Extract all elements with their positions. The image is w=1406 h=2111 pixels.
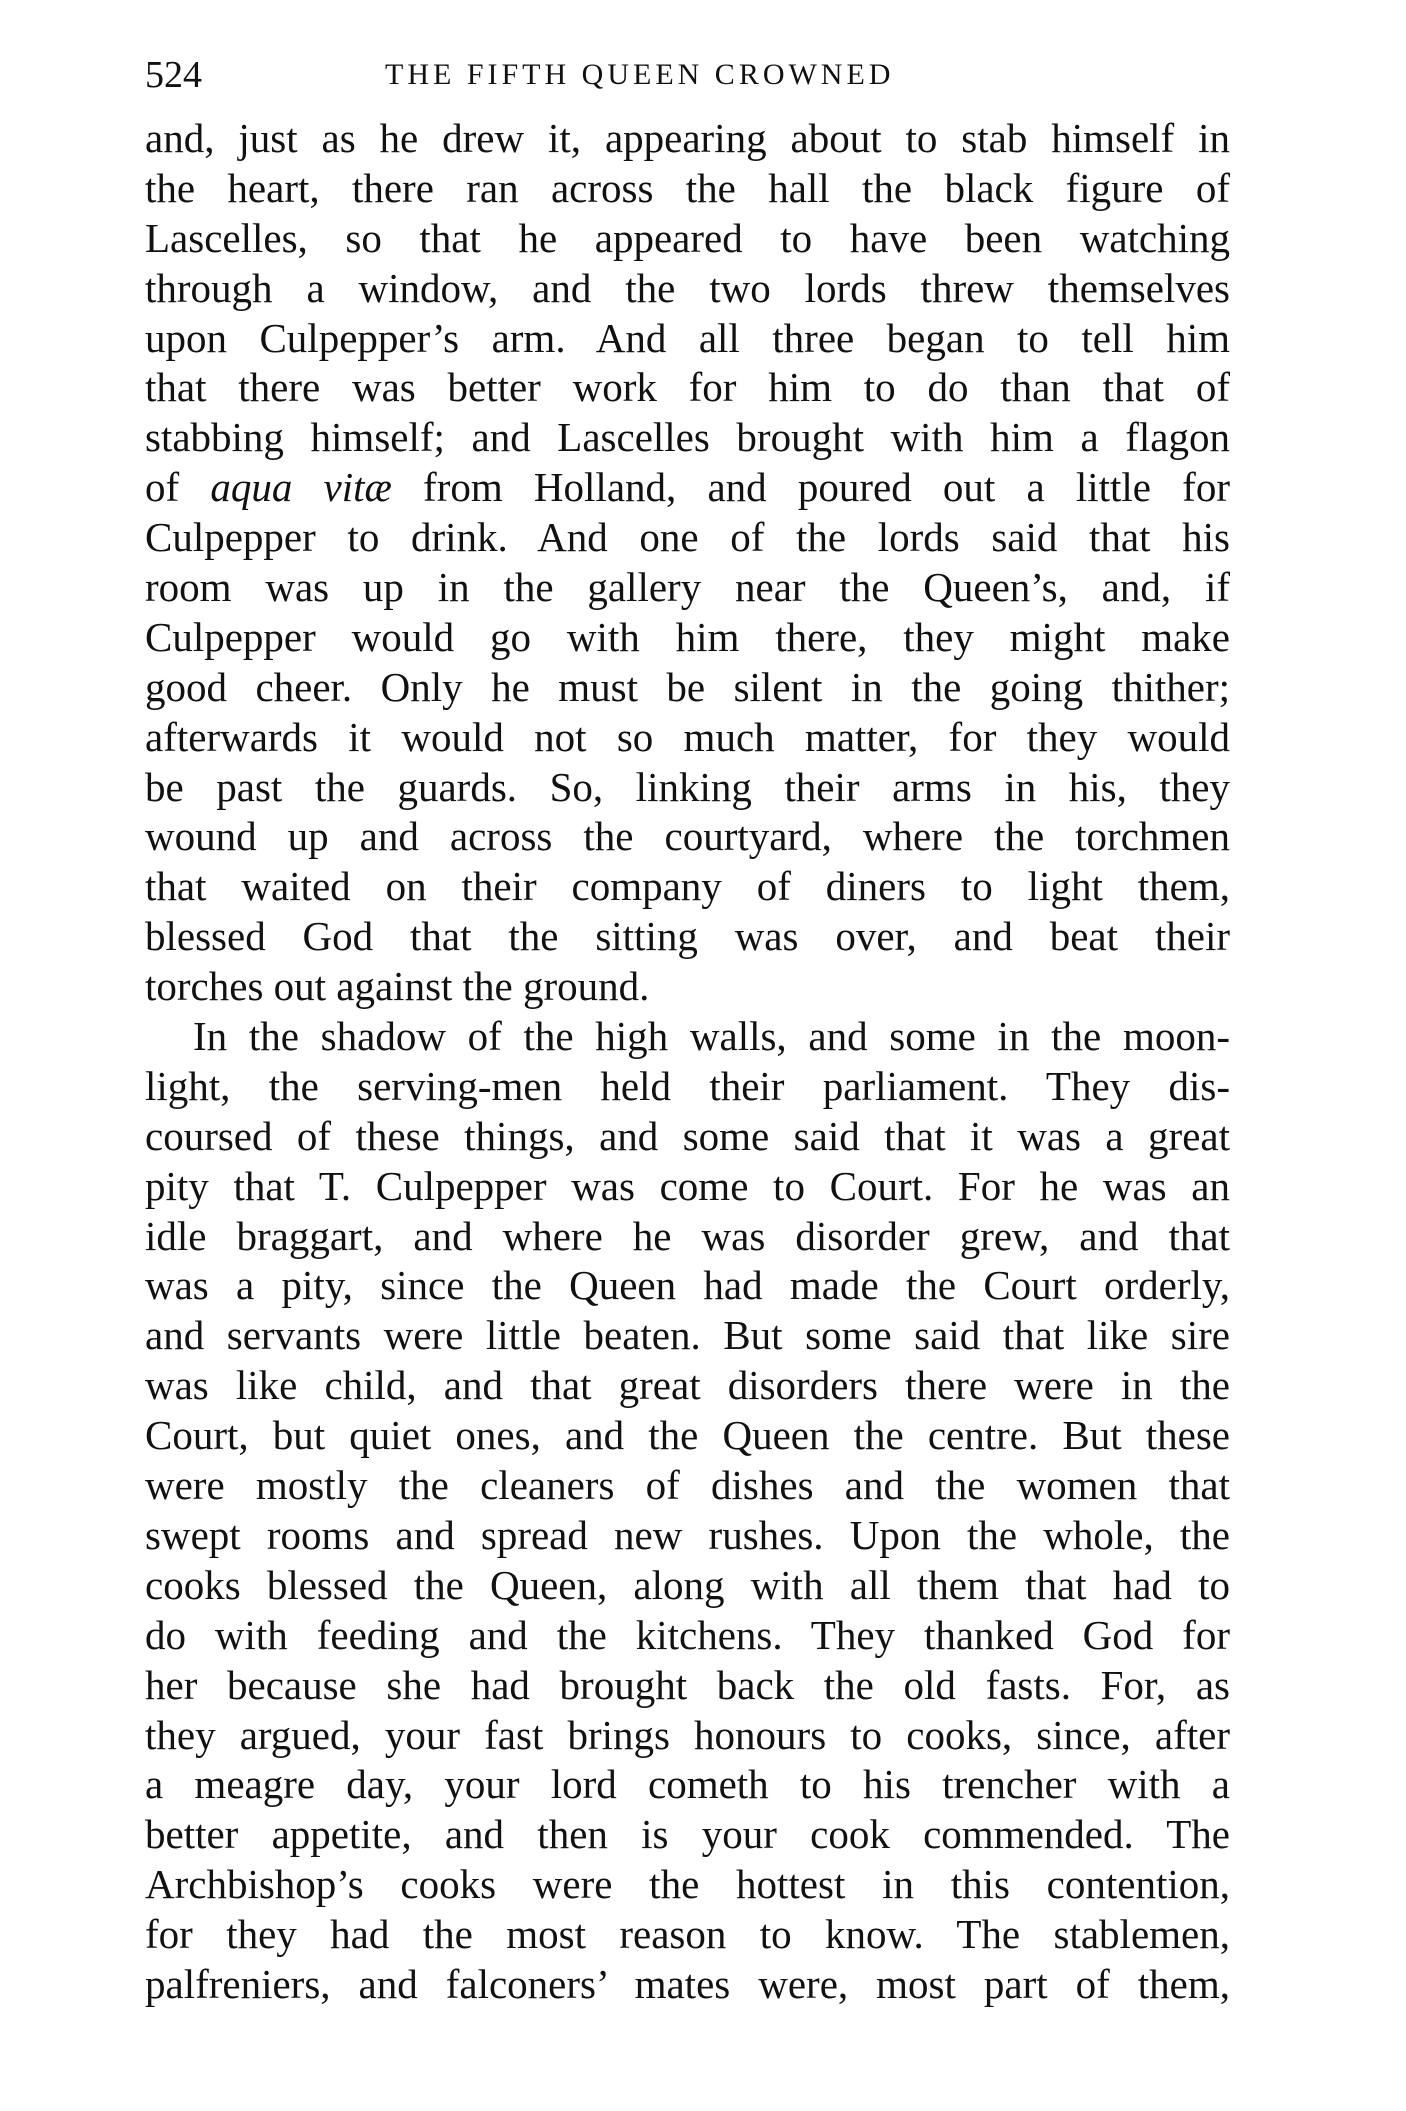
text-line: wound up and across the courtyard, where the torchmen bbox=[145, 813, 1230, 860]
text-line: Culpepper would go with him there, they might make bbox=[145, 613, 1230, 660]
text-line: light, the serving-men held their parliament. They dis- bbox=[145, 1062, 1230, 1109]
text-line: that waited on their company of diners to light them, bbox=[145, 863, 1230, 910]
latin-phrase: aqua vitæ bbox=[210, 464, 392, 511]
paragraph-1 bbox=[145, 114, 1230, 1012]
paragraph-2 bbox=[145, 1012, 1230, 2010]
book-page bbox=[145, 48, 1230, 2010]
text-line: In the shadow of the high walls, and some in the moon- bbox=[193, 1013, 1230, 1060]
text-line: for they had the most reason to know. The stablemen, bbox=[145, 1911, 1230, 1958]
running-title: THE FIFTH QUEEN CROWNED bbox=[385, 58, 895, 91]
text-line: Court, but quiet ones, and the Queen the centre. But these bbox=[145, 1412, 1230, 1459]
text-line: Archbishop’s cooks were the hottest in this contention, bbox=[145, 1861, 1230, 1908]
text-line: stabbing himself; and Lascelles brought with him a flagon bbox=[145, 414, 1230, 461]
text-line: was like child, and that great disorders there were in the bbox=[145, 1362, 1230, 1409]
text-line: her because she had brought back the old fasts. For, as bbox=[145, 1661, 1230, 1708]
page-number: 524 bbox=[145, 54, 202, 96]
line-text-after: from Holland, and poured out a little for bbox=[391, 464, 1230, 511]
text-line: swept rooms and spread new rushes. Upon the whole, the bbox=[145, 1511, 1230, 1558]
text-line: do with feeding and the kitchens. They thanked God for bbox=[145, 1611, 1230, 1658]
text-line bbox=[145, 463, 1230, 513]
text-line: coursed of these things, and some said that it was a great bbox=[145, 1112, 1230, 1159]
text-line: pity that T. Culpepper was come to Court. For he was an bbox=[145, 1162, 1230, 1209]
text-line: be past the guards. So, linking their arms in his, they bbox=[145, 763, 1230, 810]
text-line: cooks blessed the Queen, along with all them that had to bbox=[145, 1561, 1230, 1608]
text-line: better appetite, and then is your cook commended. The bbox=[145, 1811, 1230, 1858]
text-line: they argued, your fast brings honours to cooks, since, after bbox=[145, 1711, 1230, 1758]
text-line: Lascelles, so that he appeared to have been watching bbox=[145, 214, 1230, 261]
text-line: the heart, there ran across the hall the black figure of bbox=[145, 164, 1230, 211]
text-line: that there was better work for him to do than that of bbox=[145, 364, 1230, 411]
text-line: afterwards it would not so much matter, for they would bbox=[145, 713, 1230, 760]
text-line: was a pity, since the Queen had made the Court orderly, bbox=[145, 1262, 1230, 1309]
text-line: through a window, and the two lords threw themselves bbox=[145, 264, 1230, 311]
text-line: blessed God that the sitting was over, and beat their bbox=[145, 913, 1230, 960]
text-line: idle braggart, and where he was disorder grew, and that bbox=[145, 1212, 1230, 1259]
text-line: palfreniers, and falconers’ mates were, most part of them, bbox=[145, 1960, 1230, 2007]
text-line: and servants were little beaten. But some said that like sire bbox=[145, 1312, 1230, 1359]
text-line: torches out against the ground. bbox=[145, 963, 650, 1010]
running-head bbox=[145, 48, 1230, 102]
text-line: and, just as he drew it, appearing about to stab himself in bbox=[145, 115, 1230, 161]
text-line: room was up in the gallery near the Queen’s, and, if bbox=[145, 564, 1230, 611]
text-line: were mostly the cleaners of dishes and the women that bbox=[145, 1462, 1230, 1509]
text-line: Culpepper to drink. And one of the lords said that his bbox=[145, 514, 1230, 561]
text-line: upon Culpepper’s arm. And all three began to tell him bbox=[145, 314, 1230, 361]
line-text-before: of bbox=[145, 464, 211, 511]
text-line: a meagre day, your lord cometh to his trencher with a bbox=[145, 1761, 1230, 1808]
text-line: good cheer. Only he must be silent in the going thither; bbox=[145, 663, 1230, 710]
